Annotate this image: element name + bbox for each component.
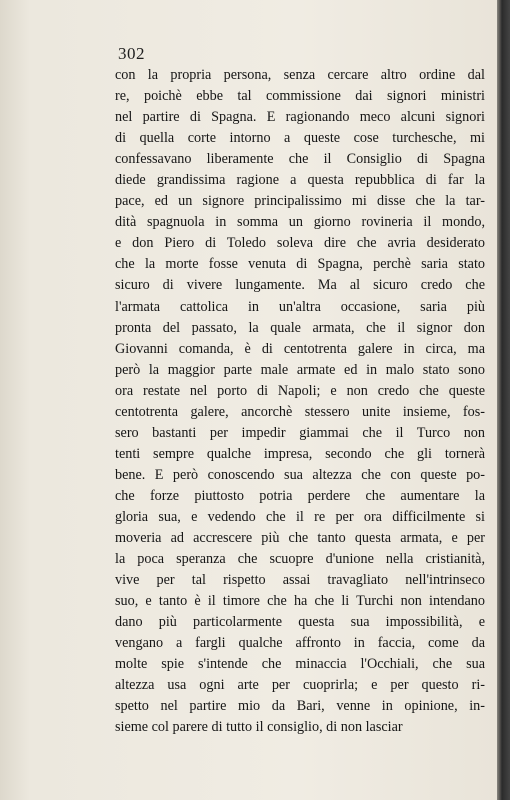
text-line: spetto nel partire mio da Bari, venne in opinione, in- — [115, 698, 485, 715]
text-line: che la morte fosse venuta di Spagna, perchè saria stato — [115, 256, 485, 273]
text-line: tenti sempre qualche impresa, secondo che gli tornerà — [115, 445, 485, 462]
text-line: di quella corte intorno a queste cose turchesche, mi — [115, 130, 485, 147]
text-line: suo, e tanto è il timore che ha che li Turchi non intendano — [115, 593, 485, 610]
book-gutter-shadow — [497, 0, 510, 800]
text-line: con la propria persona, senza cercare altro ordine dal — [115, 67, 485, 83]
text-line: vengano a fargli qualche affronto in faccia, come da — [115, 635, 485, 652]
text-line: molte spie s'intende che minaccia l'Occhiali, che sua — [115, 656, 485, 673]
text-line: re, poichè ebbe tal commissione dai signori ministri — [115, 88, 485, 105]
text-line: vive per tal rispetto assai travagliato nell'intrinseco — [115, 572, 485, 589]
text-line: sero bastanti per impedir giammai che il Turco non — [115, 424, 485, 441]
text-line: però la maggior parte male armate ed in malo stato sono — [115, 361, 485, 378]
text-line: che forze piuttosto potria perdere che aumentare la — [115, 487, 485, 504]
text-line: pronta del passato, la quale armata, che il signor don — [115, 319, 485, 336]
text-line: Giovanni comanda, è di centotrenta galere in circa, ma — [115, 340, 485, 357]
text-line: l'armata cattolica in un'altra occasione, saria più — [115, 298, 485, 315]
text-line: centotrenta galere, ancorchè stessero unite insieme, fos- — [115, 403, 485, 420]
text-line: e don Piero di Toledo soleva dire che avria desiderato — [115, 235, 485, 252]
text-line: confessavano liberamente che il Consiglio di Spagna — [115, 151, 485, 168]
text-line: gloria sua, e vedendo che il re per ora difficilmente si — [115, 508, 485, 525]
text-line: la poca speranza che scuopre d'unione nella cristianità, — [115, 551, 485, 568]
text-line: moveria ad accrescere più che tanto questa armata, e per — [115, 530, 485, 547]
text-line: nel partire di Spagna. E ragionando meco alcuni signori — [115, 109, 485, 126]
text-line: sieme col parere di tutto il consiglio, di non lasciar — [115, 719, 403, 736]
text-line: diede grandissima ragione a questa repubblica di far la — [115, 172, 485, 189]
text-line: bene. E però conoscendo sua altezza che con queste po- — [115, 466, 485, 483]
text-line: pace, ed un signore principalissimo mi disse che la tar- — [115, 193, 485, 210]
page-number: 302 — [118, 44, 145, 63]
text-line: dità spagnuola in somma un giorno rovineria il mondo, — [115, 214, 485, 231]
text-line: altezza usa ogni arte per cuoprirla; e per questo ri- — [115, 677, 485, 694]
text-line: ora restate nel porto di Napoli; e non credo che queste — [115, 382, 485, 399]
text-line: dano più particolarmente questa sua impossibilità, e — [115, 614, 485, 631]
body-text — [115, 65, 485, 739]
text-line: sicuro di vivere lungamente. Ma al sicuro credo che — [115, 277, 485, 294]
